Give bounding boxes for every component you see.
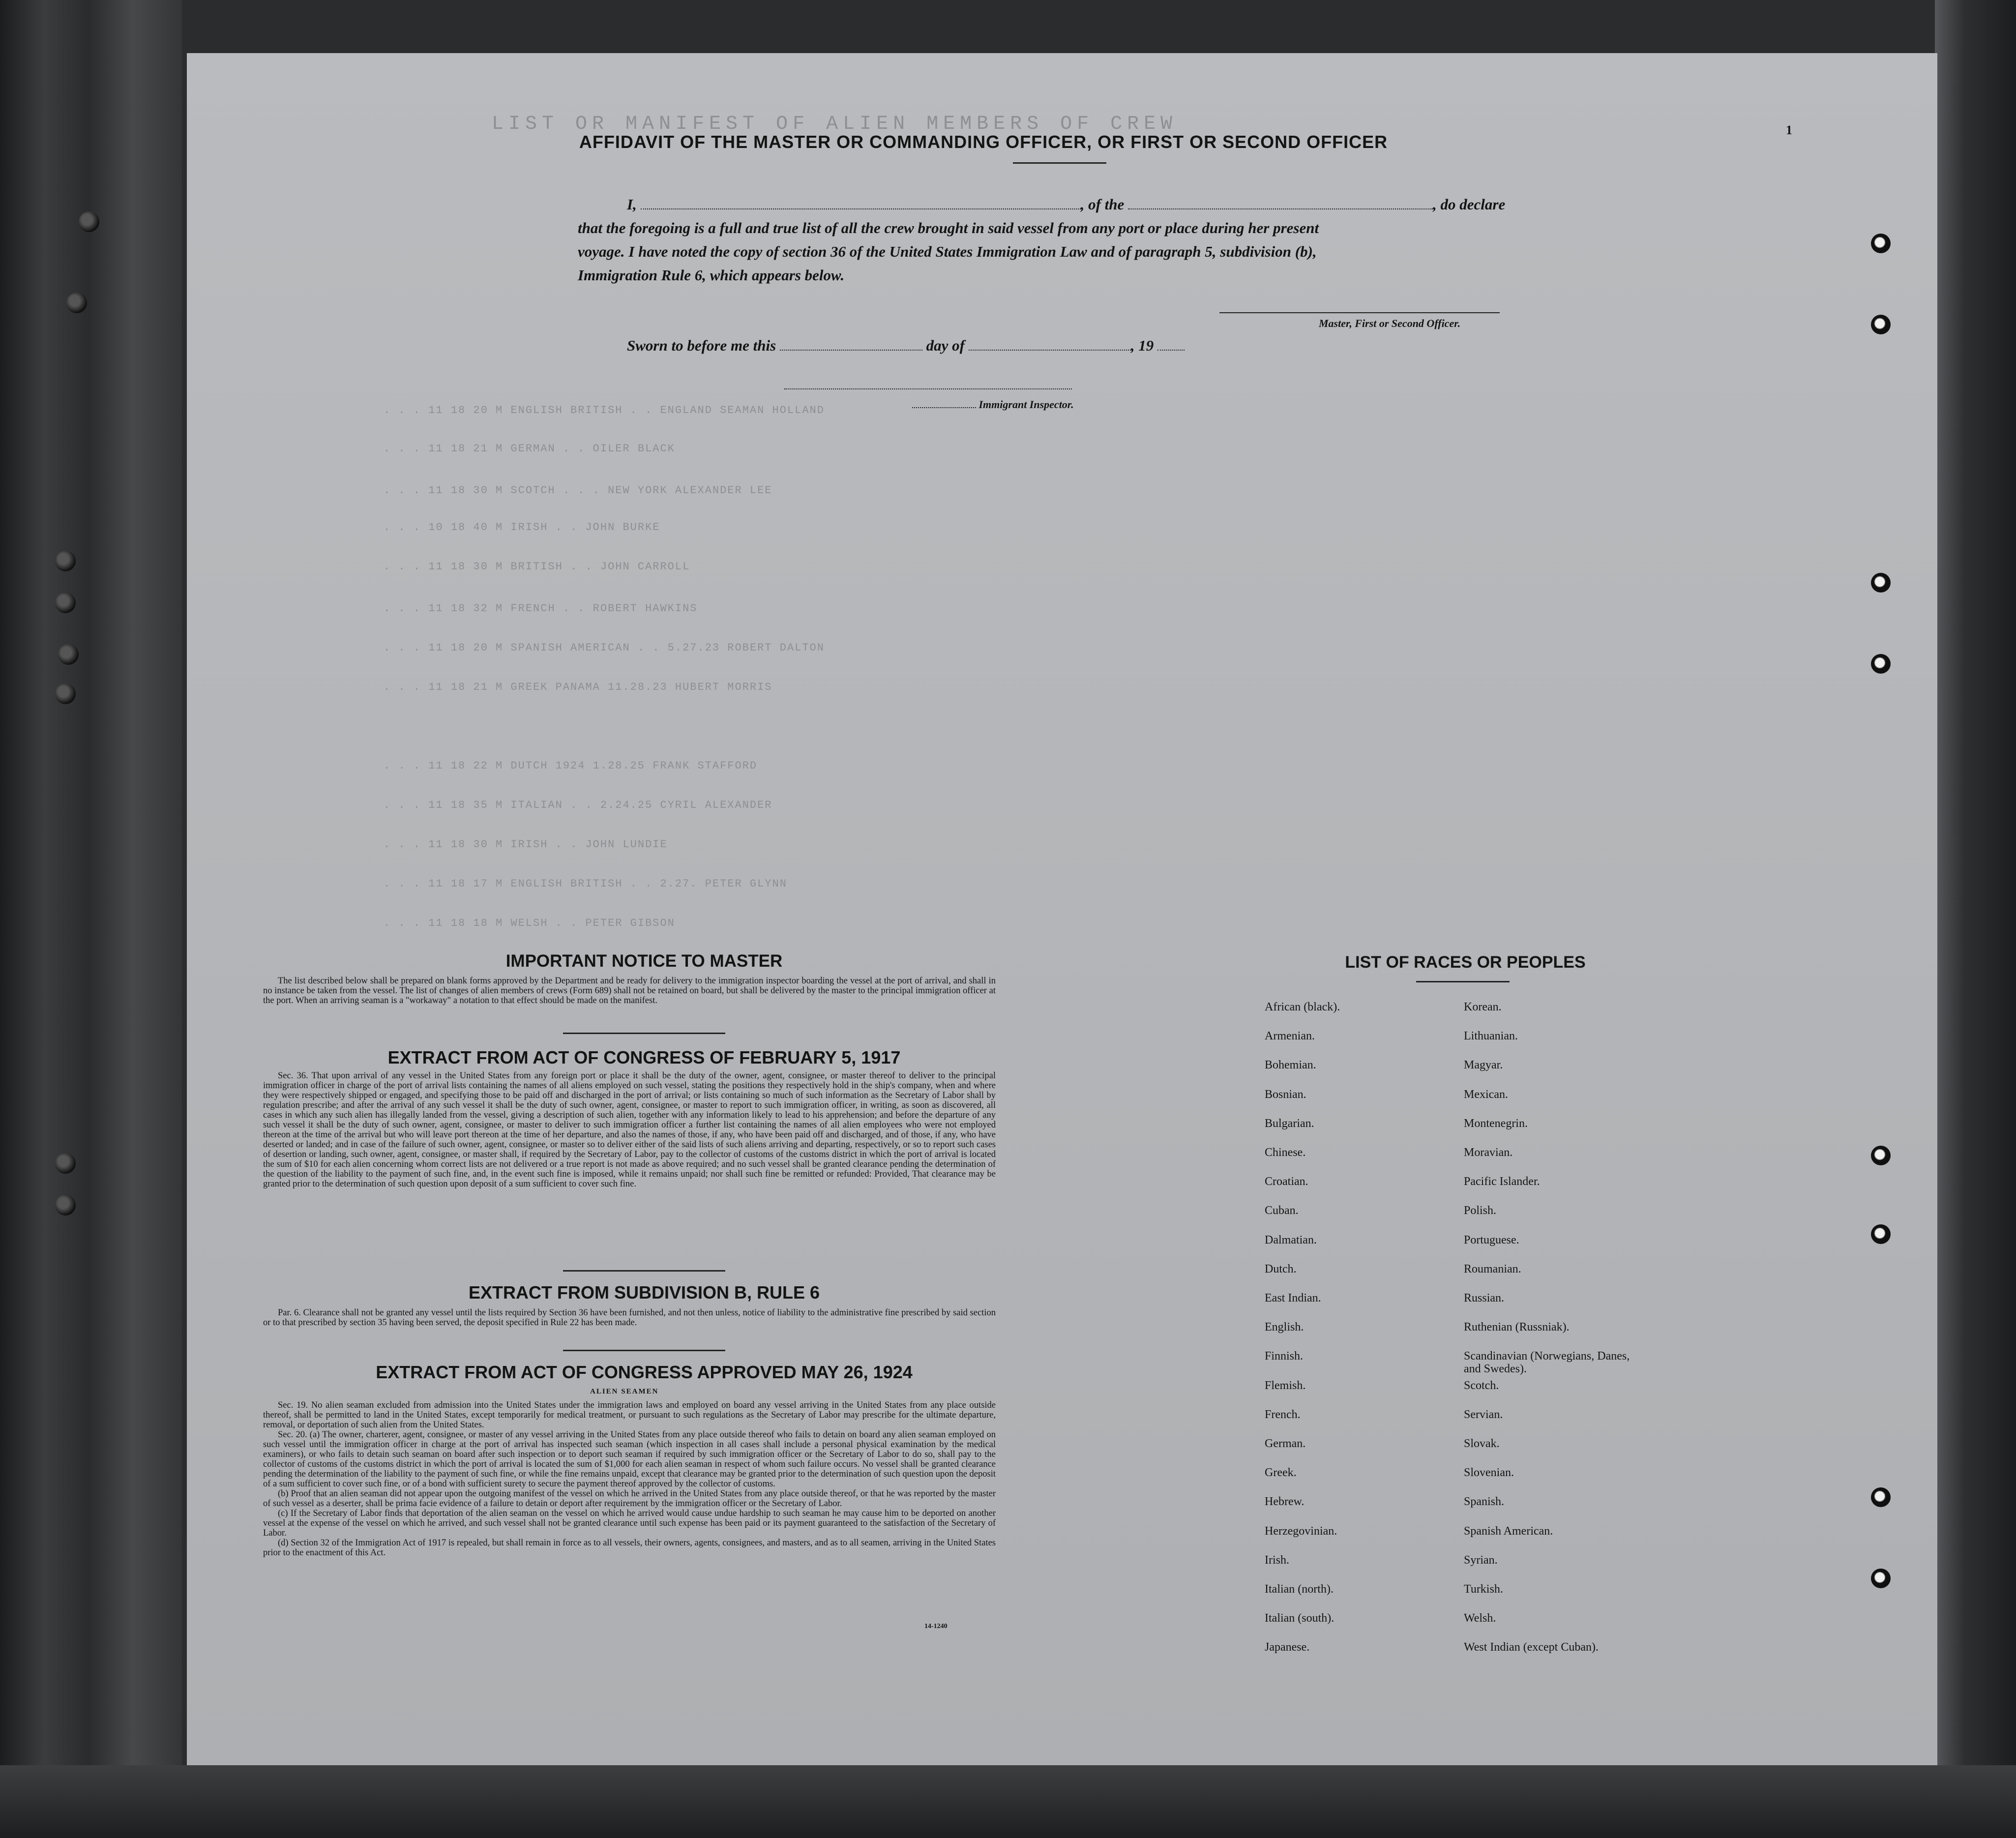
section-19-paragraph: Sec. 19. No alien seaman excluded from admission into the United States under the immigration laws and employed on board any vessel arriving in the United States from any place outside thereof, shall be permitted to land in the United States, except temporarily for medical treatment, or pursuant to such regulations as the Secretary of Labor may prescribe for the ultimate departure, removal, or deportation of such alien from the United States. — [263, 1400, 996, 1430]
binder-hole — [55, 593, 76, 613]
section-rule — [563, 1350, 725, 1351]
section-20c-paragraph: (c) If the Secretary of Labor finds that deportation of the alien seaman on the vessel on which he arrived would cause undue hardship to such seaman he may cause him to be deported on another vessel at the expense of the vessel on which he arrived, and such vessel shall not be granted clearance until such expense has been paid or its payment guaranteed to the satisfaction of the Secretary of Labor. — [263, 1509, 996, 1538]
race-item: Syrian. — [1464, 1553, 1498, 1567]
race-item: Dutch. — [1265, 1262, 1297, 1275]
race-item: Roumanian. — [1464, 1262, 1521, 1275]
extract-1924-title: EXTRACT FROM ACT OF CONGRESS APPROVED MAY 26, 1924 — [376, 1362, 913, 1382]
races-title-rule — [1416, 981, 1510, 982]
race-item: Flemish. — [1265, 1379, 1306, 1392]
title-rule — [1013, 162, 1106, 164]
race-item: French. — [1265, 1408, 1301, 1421]
bleed-through-text: . . . 10 18 40 M IRISH . . JOHN BURKE — [384, 521, 660, 534]
bleed-through-text: . . . 11 18 30 M SCOTCH . . . NEW YORK ALEXANDER LEE — [384, 484, 772, 497]
officer-name-blank — [641, 208, 1081, 209]
race-item: Italian (south). — [1265, 1612, 1334, 1625]
notice-title: IMPORTANT NOTICE TO MASTER — [505, 951, 783, 971]
race-item: African (black). — [1265, 1001, 1340, 1013]
binder-hole — [66, 293, 87, 313]
sworn-date-blank — [780, 349, 922, 351]
race-item: Cuban. — [1265, 1204, 1299, 1217]
race-item: Lithuanian. — [1464, 1030, 1518, 1043]
bleed-through-text: . . . 11 18 30 M BRITISH . . JOHN CARROLL — [384, 561, 690, 573]
race-item: Portuguese. — [1464, 1233, 1519, 1246]
sworn-year-blank — [1157, 349, 1185, 351]
bleed-through-text: . . . 11 18 21 M GERMAN . . OILER BLACK — [384, 443, 675, 455]
affidavit-line-4: Immigration Rule 6, which appears below. — [578, 267, 845, 284]
race-item: Chinese. — [1265, 1146, 1306, 1159]
race-item: Italian (north). — [1265, 1583, 1334, 1596]
race-item: Turkish. — [1464, 1583, 1503, 1596]
race-item: Slovak. — [1464, 1437, 1500, 1450]
race-item: Russian. — [1464, 1292, 1505, 1304]
race-item: Pacific Islander. — [1464, 1175, 1540, 1188]
punch-hole — [1871, 654, 1891, 674]
punch-hole — [1871, 1146, 1891, 1165]
section-rule — [563, 1033, 725, 1034]
race-item: Bohemian. — [1265, 1059, 1316, 1072]
race-item: Slovenian. — [1464, 1466, 1514, 1480]
inspector-line — [912, 398, 1074, 411]
affidavit-line-1 — [627, 196, 1505, 213]
race-item: Mexican. — [1464, 1088, 1508, 1101]
race-item: Servian. — [1464, 1408, 1503, 1421]
binder-hole — [55, 1195, 76, 1215]
form-number: 14-1240 — [924, 1623, 948, 1630]
race-item: Armenian. — [1265, 1030, 1315, 1043]
section-20a-paragraph: Sec. 20. (a) The owner, charterer, agent, consignee, or master of any vessel arriving in the United States from any place outside thereof who fails to detain on board any alien seaman employed on such vessel until the immigration officer in charge at the port of arrival has inspected such seaman (which inspection in all cases shall include a personal physical examination by the medical examiners), or who fails to detain such seaman on board after such inspection or to deport such seaman if required by such immigration officer or the Secretary of Labor to do so, shall pay to the collector of customs of the customs district in which the port of arrival is located the sum of $1,000 for each alien seaman in respect of whom such failure occurs. No vessel shall be granted clearance pending the determination of the liability to the payment of such fine, or while the fine remains unpaid, except that clearance may be granted prior to the determination of such question upon the deposit of a sum sufficient to cover such fine, or of a bond with sufficient surety to secure the payment thereof approved by the collector of customs. — [263, 1430, 996, 1489]
section-36-paragraph: Sec. 36. That upon arrival of any vessel in the United States from any foreign port or place it shall be the duty of the owner, agent, consignee, or master thereof to deliver to the principal immigration officer in charge of the port of arrival lists containing the names of all aliens employed on such vessel, stating the positions they respectively hold in the ship's company, when and where they were respectively shipped or engaged, and specifying those to be paid off and discharged in the port of arrival; or lists containing so much of such information as the Secretary of Labor shall by regulation prescribe; and after the arrival of any such vessel it shall be the duty of such owner, agent, consignee, or master to report to such immigration officer, in writing, as soon as discovered, all cases in which any such alien has illegally landed from the vessel, giving a description of such alien, together with any information likely to lead to his apprehension; and before the departure of any such vessel it shall be the duty of such owner, agent, consignee, or master to deliver to such immigration officer a further list containing the names of all alien employees who were not employed thereon at the time of the arrival but who will leave port thereon at the time of her departure, and also the names of those, if any, who have been paid off and discharged, and of those, if any, who have deserted or landed; and in case of the failure of such owner, agent, consignee, or master so to deliver either of the said lists of such aliens arriving and departing, respectively, or so to report such cases of desertion or landing, such owner, agent, consignee, or master shall, if required by the Secretary of Labor, pay to the collector of customs of the customs district in which the port of arrival is located the sum of $10 for each alien concerning whom correct lists are not delivered or a true report is not made as above required; and no such vessel shall be granted clearance pending the determination of the question of the liability to the payment of such fine, and, in the event such fine is imposed, while it remains unpaid; nor shall such fine be remitted or refunded: Provided, That clearance may be granted prior to the determination of such question upon deposit of a sum sufficient to cover such fine. — [263, 1071, 996, 1189]
bottom-shadow — [0, 1765, 2016, 1838]
extract-1917-title: EXTRACT FROM ACT OF CONGRESS OF FEBRUARY 5, 1917 — [387, 1047, 901, 1067]
binder-hole — [55, 551, 76, 571]
race-item: Finnish. — [1265, 1350, 1304, 1363]
race-item: German. — [1265, 1437, 1306, 1450]
punch-hole — [1871, 1569, 1891, 1588]
bleed-through-text: . . . 11 18 18 M WELSH . . PETER GIBSON — [384, 917, 675, 929]
races-title: LIST OF RACES OR PEOPLES — [1345, 953, 1586, 972]
race-item: East Indian. — [1265, 1292, 1321, 1304]
master-signature-label: Master, First or Second Officer. — [1319, 317, 1461, 329]
bleed-through-text: . . . 11 18 32 M FRENCH . . ROBERT HAWKINS — [384, 602, 698, 615]
bleed-through-text: . . . 11 18 35 M ITALIAN . . 2.24.25 CYRIL ALEXANDER — [384, 799, 772, 811]
notice-body — [263, 976, 996, 1006]
bleed-through-text: . . . 11 18 20 M ENGLISH BRITISH . . ENGLAND SEAMAN HOLLAND — [384, 404, 825, 416]
race-item: Welsh. — [1464, 1612, 1496, 1625]
race-item: Scotch. — [1464, 1379, 1499, 1392]
race-item: Croatian. — [1265, 1175, 1308, 1188]
affidavit-declare-label: , do declare — [1433, 196, 1506, 213]
affidavit-title: AFFIDAVIT OF THE MASTER OR COMMANDING OFFICER, OR FIRST OR SECOND OFFICER — [579, 132, 1388, 152]
race-item: Polish. — [1464, 1204, 1497, 1217]
inspector-signature-line — [784, 387, 1072, 389]
bleed-through-text: . . . 11 18 21 M GREEK PANAMA 11.28.23 HUBERT MORRIS — [384, 681, 772, 693]
sworn-label: Sworn to before me this — [627, 337, 776, 354]
binder-hole — [79, 211, 99, 232]
bleed-through-text: . . . 11 18 22 M DUTCH 1924 1.28.25 FRANK STAFFORD — [384, 760, 758, 772]
section-20d-paragraph: (d) Section 32 of the Immigration Act of 1917 is repealed, but shall remain in force as to all vessels, their owners, agents, consignees, and masters, and as to all seamen, arriving in the United States prior to the enactment of this Act. — [263, 1538, 996, 1558]
alien-seamen-subtitle: ALIEN SEAMEN — [590, 1388, 659, 1395]
affidavit-line-2: that the foregoing is a full and true list of all the crew brought in said vessel from any port or place during her present — [578, 219, 1319, 237]
punch-hole — [1871, 234, 1891, 253]
section-rule — [563, 1270, 725, 1272]
bleed-through-text: . . . 11 18 17 M ENGLISH BRITISH . . 2.27. PETER GLYNN — [384, 878, 787, 890]
sworn-line — [627, 337, 1185, 355]
race-item: Bulgarian. — [1265, 1117, 1314, 1130]
inspector-label: Immigrant Inspector. — [978, 398, 1074, 411]
race-item: West Indian (except Cuban). — [1464, 1641, 1599, 1654]
sworn-month-blank — [969, 349, 1131, 351]
bleed-through-text: . . . 11 18 20 M SPANISH AMERICAN . . 5.27.23 ROBERT DALTON — [384, 642, 825, 654]
race-item: Japanese. — [1265, 1641, 1310, 1654]
race-item: Scandinavian (Norwegians, Danes, and Swedes). — [1464, 1350, 1630, 1376]
extract-1924-body — [263, 1400, 996, 1558]
punch-hole — [1871, 1487, 1891, 1507]
master-signature-line — [1219, 312, 1500, 313]
affidavit-of-the-label: , of the — [1080, 196, 1125, 213]
paragraph-6: Par. 6. Clearance shall not be granted any vessel until the lists required by Section 36 have been furnished, and not then unless, notice of liability to the administrative fine prescribed by said section or to that prescribed by section 35 having been served, the deposit specified in Rule 22 has been made. — [263, 1308, 996, 1328]
affidavit-i-label: I, — [627, 196, 637, 213]
punch-hole — [1871, 315, 1891, 334]
race-item: Bosnian. — [1265, 1088, 1306, 1101]
race-item: Greek. — [1265, 1466, 1297, 1480]
extract-rule6-title: EXTRACT FROM SUBDIVISION B, RULE 6 — [468, 1282, 820, 1303]
affidavit-line-3: voyage. I have noted the copy of section 36 of the United States Immigration Law and of paragraph 5, subdivision (b), — [578, 243, 1317, 260]
race-item: Spanish American. — [1464, 1524, 1553, 1538]
race-item: Ruthenian (Russniak). — [1464, 1321, 1570, 1334]
extract-1917-body — [263, 1071, 996, 1189]
sworn-year-label: , 19 — [1130, 337, 1154, 354]
race-item: Montenegrin. — [1464, 1117, 1528, 1130]
race-item: Korean. — [1464, 1001, 1502, 1013]
sworn-day-of-label: day of — [926, 337, 965, 354]
binder-hole — [58, 644, 79, 665]
binder-left-edge — [0, 0, 182, 1838]
punch-hole — [1871, 573, 1891, 593]
race-item: Irish. — [1265, 1553, 1289, 1567]
race-item: Hebrew. — [1265, 1495, 1304, 1509]
extract-rule6-body — [263, 1308, 996, 1328]
binder-hole — [55, 1153, 76, 1174]
vessel-name-blank — [1128, 208, 1433, 209]
section-20b-paragraph: (b) Proof that an alien seaman did not appear upon the outgoing manifest of the vessel on which he arrived in the United States from any place outside thereof, or that he was reported by the master of such vessel as a deserter, shall be prima facie evidence of a failure to detain or deport after requirement by the immigration officer or the Secretary of Labor. — [263, 1489, 996, 1509]
bleed-through-text: LIST OR MANIFEST OF ALIEN MEMBERS OF CREW — [492, 113, 1178, 135]
notice-paragraph: The list described below shall be prepared on blank forms approved by the Department and be ready for delivery to the immigration inspector boarding the vessel at the port of arrival, and shall in no instance be taken from the vessel. The list of changes of alien members of crews (Form 689) shall not be retained on board, but shall be delivered by the master to the principal immigration officer at the port. When an arriving seaman is a "workaway" a notation to that effect should be made on the manifest. — [263, 976, 996, 1006]
race-item: Dalmatian. — [1265, 1233, 1317, 1246]
race-item: Magyar. — [1464, 1059, 1503, 1072]
race-item: Herzegovinian. — [1265, 1524, 1337, 1538]
race-item: English. — [1265, 1321, 1304, 1334]
race-item: Moravian. — [1464, 1146, 1513, 1159]
binder-right-edge — [1935, 0, 2016, 1838]
bleed-through-text: . . . 11 18 30 M IRISH . . JOHN LUNDIE — [384, 838, 668, 851]
page-mark: 1 — [1786, 123, 1792, 137]
punch-hole — [1871, 1224, 1891, 1244]
binder-hole — [55, 683, 76, 704]
race-item: Spanish. — [1464, 1495, 1505, 1509]
inspector-blank — [912, 407, 976, 408]
